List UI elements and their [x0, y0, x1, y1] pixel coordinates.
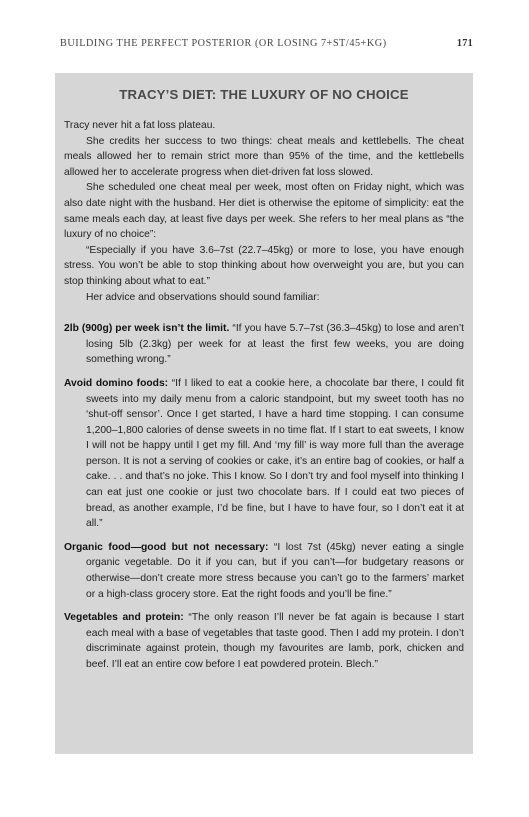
- quote-paragraph: “Especially if you have 3.6–7st (22.7–45kg) or more to lose, you have enough stress. You won’t be able to stop thinking about how overweight you are, but you can stop thinking about what to eat.”: [64, 244, 464, 287]
- paragraph: She scheduled one cheat meal per week, most often on Friday night, which was also date night with the husband. Her diet is otherwise the epitome of simplicity: eat the same meals each day, at least five days per week. She refers to her meal plans as “the luxury of no choice”:: [64, 182, 464, 241]
- advice-list: [64, 321, 464, 672]
- paragraph: She credits her success to two things: cheat meals and kettlebells. The cheat meals allowed her to remain strict more than 95% of the time, and the kettlebells allowed her to accelerate progress when diet-driven fat loss slowed.: [64, 135, 464, 178]
- advice-item: [64, 376, 464, 532]
- paragraph: Her advice and observations should sound familiar:: [86, 291, 320, 303]
- advice-item: [64, 540, 464, 602]
- advice-text: “I lost 7st (45kg) never eating a single organic vegetable. Do it if you can, but if you can’t—for budgetary reasons or otherwise—don’t create more stress because you can’t go to the farmers’ market or a high-class grocery store. Eat the right foods and you’ll be fine.”: [86, 541, 464, 600]
- page-number: 171: [456, 38, 473, 49]
- advice-lead: Vegetables and protein:: [64, 612, 184, 624]
- advice-text: “If I liked to eat a cookie here, a chocolate bar there, I could fit sweets into my daily menu from a caloric standpoint, but my sweet tooth has no ‘shut-off sensor’. Once I get started, I have a hard time stopping. I can consume 1,200–1,800 calories of dense sweets in no time flat. If I start to eat sweets, I know I will not be happy until I get my fill. And ‘my fill’ is way more full than the average person. It is not a serving of cookies or cake, it’s an entire bag of cookies, or half a cake. . . and that’s no joke. This I know. So I don’t try and fool myself into thinking I can eat just one cookie or just two chocolate bars. If I could eat two pieces of bread, as another example, I’d be fine, but I have to have four, so I don’t eat it at all.”: [86, 377, 465, 530]
- advice-item: [64, 610, 464, 672]
- paragraph: Tracy never hit a fat loss plateau.: [64, 120, 216, 131]
- sidebar-title: TRACY’S DIET: THE LUXURY OF NO CHOICE: [119, 87, 409, 102]
- running-title: BUILDING THE PERFECT POSTERIOR (OR LOSING 7+ST/45+KG): [60, 38, 387, 49]
- advice-item: [64, 321, 464, 368]
- running-header: [60, 38, 473, 49]
- advice-text: “If you have 5.7–7st (36.3–45kg) to lose and aren’t losing 5lb (2.3kg) per week for at least the first few weeks, you are doing something wrong.”: [86, 323, 464, 366]
- advice-lead: 2lb (900g) per week isn’t the limit.: [64, 323, 230, 335]
- sidebar-body: [64, 118, 464, 305]
- advice-lead: Avoid domino foods:: [64, 377, 169, 389]
- advice-lead: Organic food—good but not necessary:: [64, 541, 269, 553]
- advice-text: “The only reason I’ll never be fat again is because I start each meal with a base of vegetables that taste good. Then I add my protein. I don’t discriminate against protein, though my favourites are lamb, pork, chicken and beef. I’ll eat an entire cow before I eat powdered protein. Blech.”: [86, 612, 464, 670]
- sidebar-box: [55, 73, 473, 754]
